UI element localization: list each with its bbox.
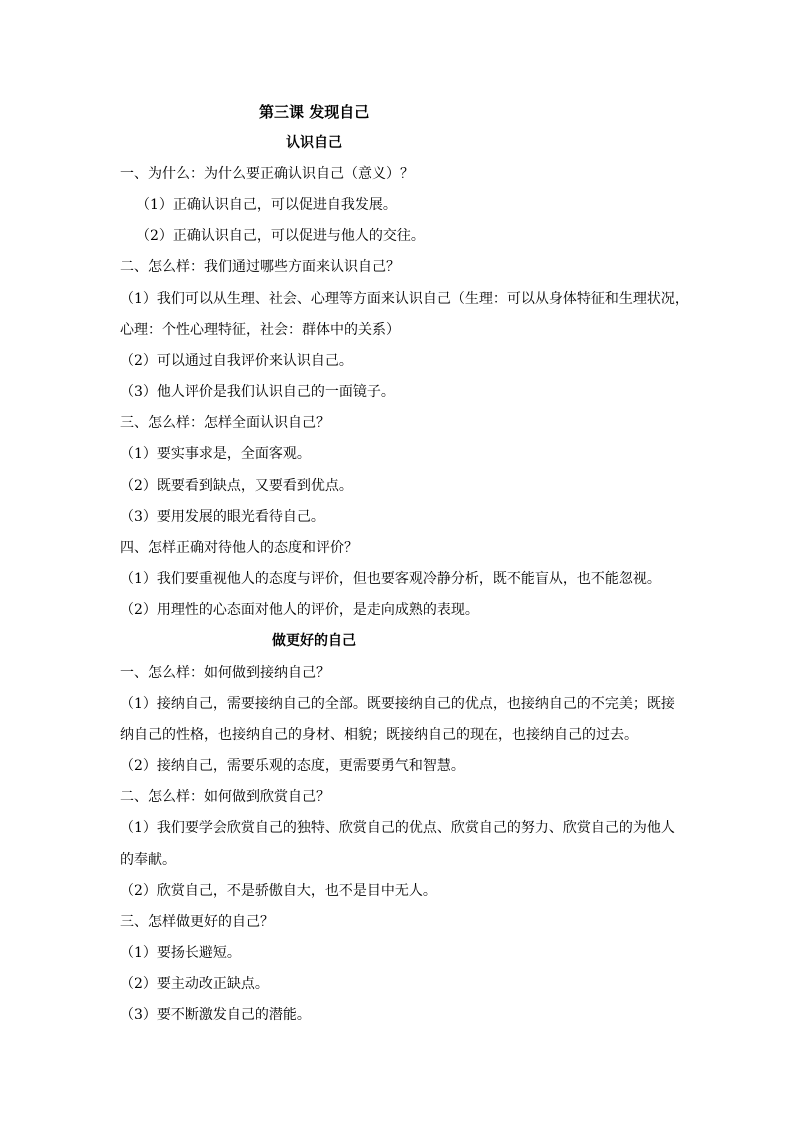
- answer-item: （1）接纳自己，需要接纳自己的全部。既要接纳自己的优点，也接纳自己的不完美；既接: [120, 696, 675, 712]
- answer-item: （2）要主动改正缺点。: [120, 976, 269, 992]
- answer-item: （1）正确认识自己，可以促进自我发展。: [136, 197, 397, 213]
- section-heading: 认识自己: [286, 135, 342, 151]
- answer-item: （3）他人评价是我们认识自己的一面镜子。: [120, 384, 395, 400]
- answer-item: （3）要用发展的眼光看待自己。: [120, 509, 325, 525]
- answer-item: （2）接纳自己，需要乐观的态度，更需要勇气和智慧。: [120, 758, 465, 774]
- answer-item-continued: 纳自己的性格，也接纳自己的身材、相貌；既接纳自己的现在，也接纳自己的过去。: [120, 727, 638, 743]
- answer-item: （2）欣赏自己，不是骄傲自大，也不是目中无人。: [120, 883, 437, 899]
- answer-item: （2）既要看到缺点，又要看到优点。: [120, 478, 353, 494]
- question-heading: 一、为什么：为什么要正确认识自己（意义）？: [120, 166, 414, 182]
- question-heading: 一、怎么样：如何做到接纳自己？: [120, 665, 330, 681]
- answer-item: （1）要扬长避短。: [120, 945, 241, 961]
- question-heading: 三、怎么样：怎样全面认识自己？: [120, 415, 330, 431]
- answer-item: （2）正确认识自己，可以促进与他人的交往。: [136, 228, 425, 244]
- document-title: 第三课 发现自己: [259, 103, 370, 121]
- answer-item: （2）用理性的心态面对他人的评价，是走向成熟的表现。: [120, 602, 479, 618]
- question-heading: 四、怎样正确对待他人的态度和评价？: [120, 540, 358, 556]
- answer-item: （2）可以通过自我评价来认识自己。: [120, 353, 353, 369]
- section-heading: 做更好的自己: [272, 633, 356, 649]
- answer-item: （3）要不断激发自己的潜能。: [120, 1007, 311, 1023]
- answer-item-continued: 的奉献。: [120, 852, 176, 868]
- answer-item: （1）我们可以从生理、社会、心理等方面来认识自己（生理：可以从身体特征和生理状况，: [120, 291, 689, 307]
- answer-item: （1）我们要重视他人的态度与评价，但也要客观冷静分析，既不能盲从，也不能忽视。: [120, 571, 661, 587]
- answer-item: （1）要实事求是，全面客观。: [120, 446, 311, 462]
- question-heading: 二、怎么样：如何做到欣赏自己？: [120, 789, 330, 805]
- question-heading: 三、怎样做更好的自己？: [120, 914, 274, 930]
- answer-item: （1）我们要学会欣赏自己的独特、欣赏自己的优点、欣赏自己的努力、欣赏自己的为他人: [120, 820, 675, 836]
- question-heading: 二、怎么样：我们通过哪些方面来认识自己？: [120, 259, 400, 275]
- answer-item-continued: 心理：个性心理特征，社会：群体中的关系）: [120, 322, 400, 338]
